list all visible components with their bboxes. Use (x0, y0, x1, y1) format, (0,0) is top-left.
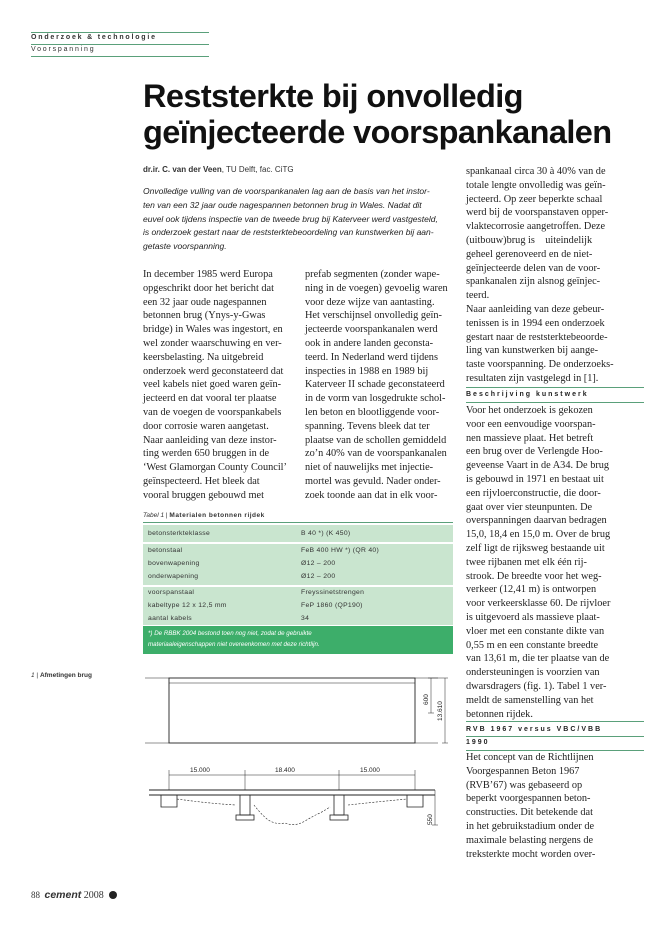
dim-13610-label: 13.610 (437, 701, 444, 721)
body-line: 0,55 m en een constante breedte (466, 639, 599, 651)
heading-rule-rvb-middle (466, 736, 644, 737)
body-line: jecteerd en dat vooral ter plaatse (143, 393, 277, 405)
body-line: niet of nauwelijks met injectie- (305, 462, 434, 474)
title-line-2: geïnjecteerde voorspankanalen (143, 114, 612, 150)
table-value-cell: Freyssinetstrengen (301, 589, 365, 596)
body-line: resultaten zijn vastgelegd in [1]. (466, 372, 599, 384)
body-line: jecteerd. Op zeer beperkte schaal (466, 193, 603, 205)
table-caption (143, 512, 265, 519)
body-line: teerd. (466, 290, 490, 302)
body-line: zelf ligt de rijksweg bestaande uit (466, 542, 605, 554)
intro-paragraph (143, 185, 455, 254)
body-line: een 32 jaar oude nagespannen (143, 296, 267, 308)
heading-rule-beschrijving-top (466, 387, 644, 388)
table-top-rule (143, 522, 453, 523)
body-line: Naar aanleiding van deze instor- (143, 434, 277, 446)
body-line: een rijvloerconstructie, die door- (466, 487, 601, 499)
abutment-left (161, 795, 177, 807)
title-line-1: Reststerkte bij onvolledig (143, 78, 523, 114)
body-line: treksterkte mocht worden over- (466, 848, 596, 860)
body-line: betonnen rijdek. (466, 708, 533, 720)
body-line: taste voorspanning. De onderzoeks- (466, 359, 614, 371)
body-line: beperkt voorgespannen beton- (466, 793, 591, 805)
page-number: 88 (31, 890, 40, 900)
body-line: twee rijbanen met elk één rij- (466, 556, 587, 568)
body-line: geïnspecteerd. Het bleek dat (143, 475, 260, 487)
header-rule-middle (31, 44, 209, 45)
table-value-cell: FeP 1860 (QP190) (301, 602, 363, 609)
body-line: gestart naar de reststerktebeoorde- (466, 331, 608, 343)
dim-span-3-label: 15.000 (360, 767, 380, 774)
heading-rvb-line-1: RVB 1967 versus VBC/VBB (466, 726, 603, 733)
figure-label (31, 672, 92, 679)
magazine-name: cement (44, 889, 82, 901)
body-line: onderzoek werd geconstateerd dat (143, 365, 284, 377)
ground-profile (177, 799, 407, 825)
body-line: in het gebruikstadium onder de (466, 820, 595, 832)
body-line: geveense Vaart in de A34. De brug (466, 460, 610, 472)
author-affiliation: , TU Delft, fac. CiTG (221, 165, 294, 174)
heading-rule-rvb-top (466, 721, 644, 722)
body-line: maximale belasting nergens de (466, 834, 594, 846)
page-footer (31, 889, 117, 901)
pier-left (240, 795, 250, 815)
body-line: gaat over vier steunpunten. De (466, 501, 593, 513)
dim-550-label: 550 (427, 814, 434, 825)
body-line: teerd. In Nederland werd tijdens (305, 351, 438, 363)
heading-beschrijving: Beschrijving kunstwerk (466, 391, 589, 398)
body-line: len beton en blootliggende voor- (305, 406, 440, 418)
pier-right (334, 795, 344, 815)
deck-plan-outline (169, 678, 415, 743)
body-line: voor deze wijze van aantasting. (305, 296, 435, 308)
body-column-2 (305, 268, 457, 503)
body-column-3b (466, 404, 646, 721)
table-value-cell: Ø12 – 200 (301, 573, 336, 580)
body-line: Voor het onderzoek is gekozen (466, 405, 593, 416)
body-line: vlaktecorrosie aangetroffen. Deze (466, 221, 606, 233)
body-line: ning in de voegen) gevoelig waren (305, 282, 448, 294)
body-line: ting werden 650 bruggen in de (143, 448, 270, 460)
body-line: betonnen brug (Ynys-y-Gwas (143, 310, 266, 322)
intro-line: euvel ook tijdens inspectie van de tweede brug bij Katerveer werd vastgesteld, (143, 213, 438, 224)
body-line: prefab segmenten (zonder wape- (305, 269, 440, 280)
table-value-cell: FeB 400 HW *) (QR 40) (301, 547, 380, 554)
body-line: verkeer (12,41 m) is ontworpen (466, 584, 597, 596)
body-line: zoek toonde aan dat in elk voor- (305, 489, 438, 501)
body-line: dwarsdragers (fig. 1). Tabel 1 ver- (466, 680, 607, 692)
body-column-3a (466, 165, 646, 386)
body-line: wel zonder waarschuwing en ver- (143, 337, 282, 349)
body-line: 15,0, 18,4 en 15,0 m. Over de brug (466, 529, 611, 541)
body-line: van de voegen de voorspankabels (143, 406, 282, 418)
pier-right-footing (330, 815, 348, 820)
intro-line: is onderzoek gestart naar de reststerktebeoordeling van kunstwerken bij aan- (143, 227, 434, 238)
body-line: geheel gerenoveerd en de niet- (466, 248, 593, 260)
body-line: nen massieve plaat. Het betreft (466, 432, 594, 444)
table-caption-number: Tabel 1 (143, 512, 165, 519)
article-title (143, 78, 623, 150)
heading-rule-beschrijving-bottom (466, 402, 644, 403)
body-line: voor verkeersklasse 60. De rijvloer (466, 598, 611, 610)
body-line: totale lengte onvolledig was geïn- (466, 179, 606, 191)
table-value-cell: Ø12 – 200 (301, 560, 336, 567)
magazine-year: 2008 (83, 890, 104, 901)
body-line: Het concept van de Richtlijnen (466, 752, 594, 763)
intro-line: Onvolledige vulling van de voorspankanalen lag aan de basis van het instor- (143, 186, 430, 196)
body-line: in de vorm van losgedrukte schol- (305, 393, 446, 405)
table-label-cell: bovenwapening (148, 560, 200, 567)
body-line: Voorgespannen Beton 1967 (466, 765, 580, 777)
body-line: vooral bruggen gebouwd met (143, 489, 264, 501)
body-line: ook in andere landen geconsta- (305, 337, 434, 349)
body-line: vloer met een constante dikte van (466, 625, 605, 637)
heading-rvb-line-2: 1990 (466, 739, 490, 746)
body-line: mortel was gevuld. Nader onder- (305, 475, 441, 487)
subsection-label: Voorspanning (31, 46, 96, 53)
body-line: voor een eenvoudige voorspan- (466, 418, 596, 430)
body-line: plaatse van de schollen gemiddeld (305, 434, 447, 446)
table-footnote-line-2: materiaaleigenschappen niet overeenkomen met deze richtlijn. (148, 641, 320, 648)
table-label-cell: betonsterkteklasse (148, 530, 211, 537)
dim-span-1-label: 15.000 (190, 767, 210, 774)
body-line: door corrosie waren aangetast. (143, 420, 269, 432)
body-line: keersbelasting. Na uitgebreid (143, 351, 264, 363)
abutment-right (407, 795, 423, 807)
table-caption-title: Materialen betonnen rijdek (169, 512, 265, 519)
body-line: constructies. Dit betekende dat (466, 807, 593, 819)
body-line: meldt de samenstelling van het (466, 694, 594, 706)
body-line: overspanningen daarvan bedragen (466, 515, 607, 527)
body-line: spanning. Tevens bleek dat ter (305, 420, 430, 432)
figure-label-title: Afmetingen brug (39, 672, 92, 679)
dim-600-label: 600 (423, 694, 430, 705)
body-line: tenissen is in 1994 een onderzoek (466, 317, 605, 329)
author-name: dr.ir. C. van der Veen (143, 165, 222, 174)
table-row-group-2 (143, 544, 453, 585)
body-line: is gebouwd in 1971 en bestaat uit (466, 473, 604, 485)
body-line: Naar aanleiding van deze gebeur- (466, 303, 605, 315)
body-line: van 13,61 m, die ter plaatse van de (466, 653, 610, 665)
pier-left-footing (236, 815, 254, 820)
body-line: spankanalen zijn alsnog geïnjec- (466, 276, 601, 288)
body-line: werd bij de voorspanstaven opper- (466, 207, 609, 219)
body-line: bridge) in Wales was ingestort, en (143, 324, 283, 336)
figure-label-separator: | (34, 672, 40, 679)
body-column-1 (143, 268, 305, 503)
table-footnote-line-1: *) De RBBK 2004 bestond toen nog niet, zodat de gebruikte (148, 630, 312, 637)
body-line: Katerveer II schade geconstateerd (305, 379, 445, 391)
body-line: geïnjecteerde delen van de voor- (466, 262, 601, 274)
header-rule-bottom (31, 56, 209, 57)
intro-line: getaste voorspanning. (143, 241, 227, 252)
bridge-dimensions-drawing (135, 665, 455, 835)
dim-span-2-label: 18.400 (275, 767, 295, 774)
table-label-cell: betonstaal (148, 547, 183, 554)
body-line: spankanaal circa 30 à 40% van de (466, 166, 606, 177)
table-row-group-3 (143, 587, 453, 625)
body-line: (RVB’67) was gebaseerd op (466, 779, 583, 791)
magazine-logo-icon (109, 891, 117, 899)
body-line: In december 1985 werd Europa (143, 269, 273, 280)
table-footnote (143, 626, 453, 654)
body-line: is uitgevoerd als massieve plaat- (466, 611, 600, 623)
table-label-cell: kabeltype 12 x 12,5 mm (148, 602, 227, 609)
table-label-cell: voorspanstaal (148, 589, 195, 596)
body-line: opgeschrikt door het bericht dat (143, 282, 274, 294)
intro-line: ten van een 32 jaar oude nagespannen betonnen brug in Wales. Nadat dit (143, 199, 422, 210)
body-line: strook. De breedte voor het weg- (466, 570, 602, 582)
table-caption-separator: | (164, 512, 170, 519)
body-column-3c (466, 751, 646, 861)
table-label-cell: onderwapening (148, 573, 199, 580)
table-row-group-1 (143, 525, 453, 542)
section-label: Onderzoek & technologie (31, 34, 157, 41)
table-label-cell: aantal kabels (148, 615, 192, 622)
body-line: veel kabels niet goed waren geïn- (143, 379, 282, 391)
body-line: ling van kunstwerken bij aange- (466, 345, 599, 357)
body-line: ‘West Glamorgan County Council’ (143, 462, 287, 474)
body-line: een brug over de Verlengde Hoo- (466, 446, 603, 458)
author-byline (143, 165, 294, 174)
body-line: zo’n 40% van de voorspankanalen (305, 448, 447, 460)
figure-label-number: 1 (31, 672, 35, 679)
body-line: ondersteuningen is voorzien van (466, 667, 600, 679)
header-rule-top (31, 32, 209, 33)
body-line: inspecties in 1988 en 1989 bij (305, 365, 429, 377)
table-value-cell: B 40 *) (K 450) (301, 530, 351, 537)
body-line: Het verschijnsel onvolledig geïn- (305, 310, 442, 322)
body-line: jecteerde voorspankanalen werd (305, 324, 438, 336)
table-value-cell: 34 (301, 615, 310, 622)
body-line: (uitbouw)brug is uiteindelijk (466, 234, 593, 246)
